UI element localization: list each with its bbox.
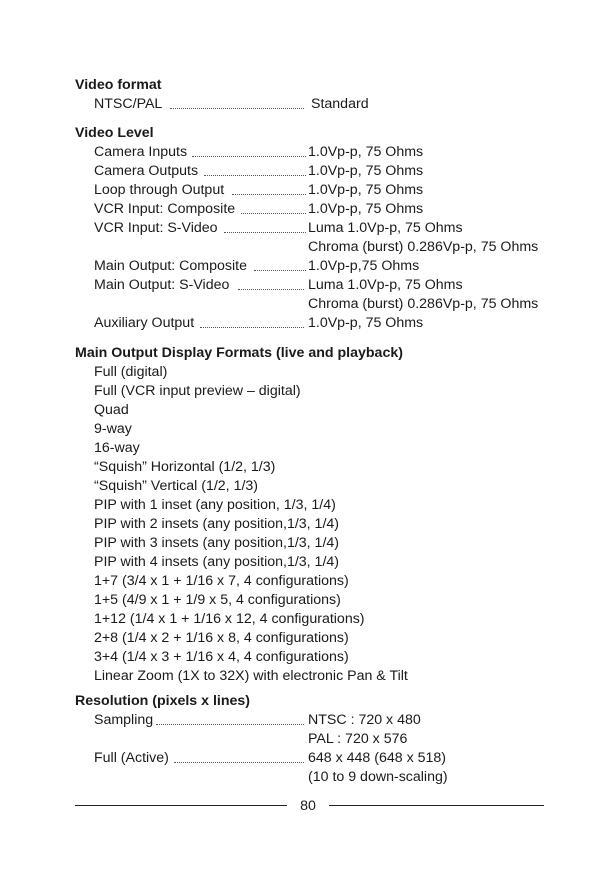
spec-label: Main Output: Composite: [94, 258, 247, 274]
list-item: Quad: [94, 402, 129, 418]
list-item: 9-way: [94, 421, 132, 437]
leader-dots: [170, 108, 304, 109]
list-item: Full (VCR input preview – digital): [94, 383, 301, 399]
list-item: 1+5 (4/9 x 1 + 1/9 x 5, 4 configurations): [94, 592, 341, 608]
spec-label: Main Output: S-Video: [94, 277, 230, 293]
section-heading-video-format: Video format: [75, 77, 162, 93]
spec-value-continuation: (10 to 9 down-scaling): [308, 769, 448, 785]
leader-dots: [156, 724, 304, 725]
spec-label: Loop through Output: [94, 182, 225, 198]
spec-label: Camera Outputs: [94, 163, 199, 179]
page-number: 80: [300, 798, 316, 814]
leader-dots: [232, 194, 306, 195]
footer-rule-right: [329, 805, 544, 806]
spec-value: 1.0Vp-p,75 Ohms: [308, 258, 420, 274]
leader-dots: [174, 762, 304, 763]
leader-dots: [204, 175, 306, 176]
footer-rule-left: [75, 805, 287, 806]
spec-value-continuation: PAL : 720 x 576: [308, 731, 408, 747]
list-item: PIP with 3 insets (any position,1/3, 1/4): [94, 535, 339, 551]
list-item: PIP with 4 insets (any position,1/3, 1/4): [94, 554, 339, 570]
spec-value: 648 x 448 (648 x 518): [308, 750, 447, 766]
spec-value-continuation: Chroma (burst) 0.286Vp-p, 75 Ohms: [308, 239, 539, 255]
list-item: 3+4 (1/4 x 3 + 1/16 x 4, 4 configurations): [94, 649, 349, 665]
spec-value-continuation: Chroma (burst) 0.286Vp-p, 75 Ohms: [308, 296, 539, 312]
leader-dots: [238, 289, 304, 290]
leader-dots: [241, 213, 306, 214]
list-item: 1+7 (3/4 x 1 + 1/16 x 7, 4 configurations): [94, 573, 349, 589]
list-item: 2+8 (1/4 x 2 + 1/16 x 8, 4 configurations): [94, 630, 349, 646]
spec-label: VCR Input: Composite: [94, 201, 236, 217]
leader-dots: [200, 327, 304, 328]
spec-value: 1.0Vp-p, 75 Ohms: [308, 182, 424, 198]
spec-label: Full (Active): [94, 750, 169, 766]
spec-value: 1.0Vp-p, 75 Ohms: [308, 163, 424, 179]
spec-label: Camera Inputs: [94, 144, 188, 160]
spec-value: Luma 1.0Vp-p, 75 Ohms: [308, 220, 463, 236]
list-item: “Squish” Vertical (1/2, 1/3): [94, 478, 259, 494]
spec-value: Standard: [311, 96, 369, 112]
spec-value: 1.0Vp-p, 75 Ohms: [308, 315, 424, 331]
spec-label: VCR Input: S-Video: [94, 220, 218, 236]
leader-dots: [254, 270, 306, 271]
list-item: Full (digital): [94, 364, 168, 380]
list-item: PIP with 2 insets (any position,1/3, 1/4): [94, 516, 339, 532]
list-item: 16-way: [94, 440, 140, 456]
list-item: “Squish” Horizontal (1/2, 1/3): [94, 459, 276, 475]
spec-label: Auxiliary Output: [94, 315, 195, 331]
spec-value: 1.0Vp-p, 75 Ohms: [308, 144, 424, 160]
list-item: Linear Zoom (1X to 32X) with electronic Pan & Tilt: [94, 668, 408, 684]
spec-label: NTSC/PAL: [94, 96, 163, 112]
section-heading-video-level: Video Level: [75, 125, 154, 141]
spec-value: NTSC : 720 x 480: [308, 712, 421, 728]
leader-dots: [192, 156, 306, 157]
section-heading-resolution: Resolution (pixels x lines): [75, 693, 251, 709]
leader-dots: [224, 232, 306, 233]
list-item: PIP with 1 inset (any position, 1/3, 1/4): [94, 497, 336, 513]
section-heading-display-formats: Main Output Display Formats (live and playback): [75, 345, 403, 361]
spec-label: Sampling: [94, 712, 154, 728]
spec-value: 1.0Vp-p, 75 Ohms: [308, 201, 424, 217]
list-item: 1+12 (1/4 x 1 + 1/16 x 12, 4 configurations): [94, 611, 365, 627]
spec-value: Luma 1.0Vp-p, 75 Ohms: [308, 277, 463, 293]
